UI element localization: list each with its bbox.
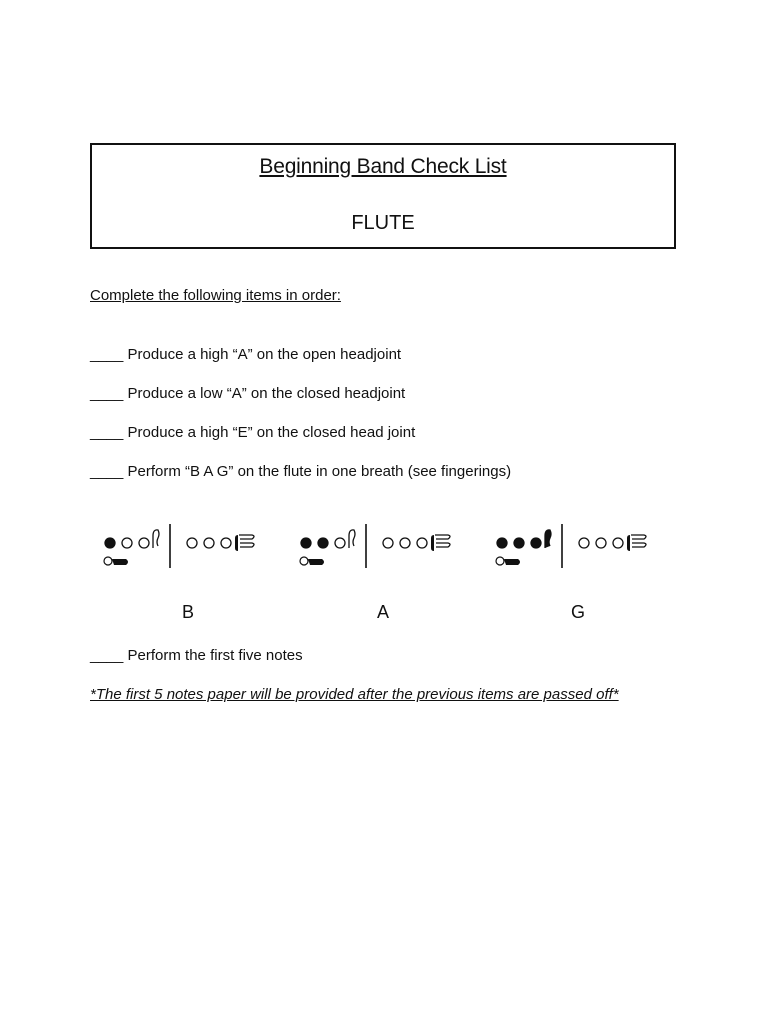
thumb-key-icon [545, 530, 551, 548]
checkbox-blank[interactable]: ____ [90, 346, 124, 363]
note-label-b: B [181, 602, 194, 622]
open-key-icon [417, 538, 427, 548]
open-key-icon [187, 538, 197, 548]
instructions-heading: Complete the following items in order: [90, 287, 341, 304]
e-flat-key-icon [239, 535, 254, 547]
open-key-icon [335, 538, 345, 548]
closed-key-icon [531, 538, 541, 548]
b-flat-lever-icon [112, 559, 128, 565]
item-text: Produce a low “A” on the closed headjoint [123, 385, 406, 402]
open-key-icon [204, 538, 214, 548]
closed-key-icon [514, 538, 524, 548]
footnote: *The first 5 notes paper will be provided after the previous items are passed off* [90, 686, 619, 703]
pinky-key-icon [496, 557, 504, 565]
note-label-a: A [376, 602, 389, 622]
title-box [90, 143, 676, 249]
open-key-icon [613, 538, 623, 548]
item-text: Produce a high “E” on the closed head joint [123, 424, 416, 441]
item-text: Perform the first five notes [123, 647, 303, 664]
checkbox-blank[interactable]: ____ [90, 424, 124, 441]
open-key-icon [579, 538, 589, 548]
item-text: Produce a high “A” on the open headjoint [123, 346, 402, 363]
checklist-item-low-a [90, 385, 405, 402]
open-key-icon [596, 538, 606, 548]
note-label-g: G [570, 602, 585, 622]
closed-key-icon [105, 538, 115, 548]
e-flat-key-icon [631, 535, 646, 547]
checkbox-blank[interactable]: ____ [90, 385, 124, 402]
fingering-chart-g [492, 522, 662, 572]
checkbox-blank[interactable]: ____ [90, 463, 124, 480]
thumb-key-icon [153, 530, 159, 548]
pinky-key-icon [235, 535, 238, 551]
b-flat-lever-icon [504, 559, 520, 565]
closed-key-icon [497, 538, 507, 548]
thumb-key-icon [349, 530, 355, 548]
pinky-key-icon [300, 557, 308, 565]
checklist-item-first-five [90, 647, 303, 664]
open-key-icon [139, 538, 149, 548]
open-key-icon [122, 538, 132, 548]
closed-key-icon [301, 538, 311, 548]
fingering-chart-a [296, 522, 466, 572]
pinky-key-icon [431, 535, 434, 551]
pinky-key-icon [627, 535, 630, 551]
b-flat-lever-icon [308, 559, 324, 565]
open-key-icon [383, 538, 393, 548]
checklist-item-high-e [90, 424, 415, 441]
pinky-key-icon [104, 557, 112, 565]
open-key-icon [400, 538, 410, 548]
fingering-chart-b [100, 522, 270, 572]
item-text: Perform “B A G” on the flute in one breath (see fingerings) [123, 463, 512, 480]
checkbox-blank[interactable]: ____ [90, 647, 124, 664]
e-flat-key-icon [435, 535, 450, 547]
page-title: Beginning Band Check List [259, 155, 507, 178]
instrument-name: FLUTE [351, 212, 415, 234]
open-key-icon [221, 538, 231, 548]
checklist-item-bag [90, 463, 511, 480]
closed-key-icon [318, 538, 328, 548]
checklist-item-high-a [90, 346, 401, 363]
